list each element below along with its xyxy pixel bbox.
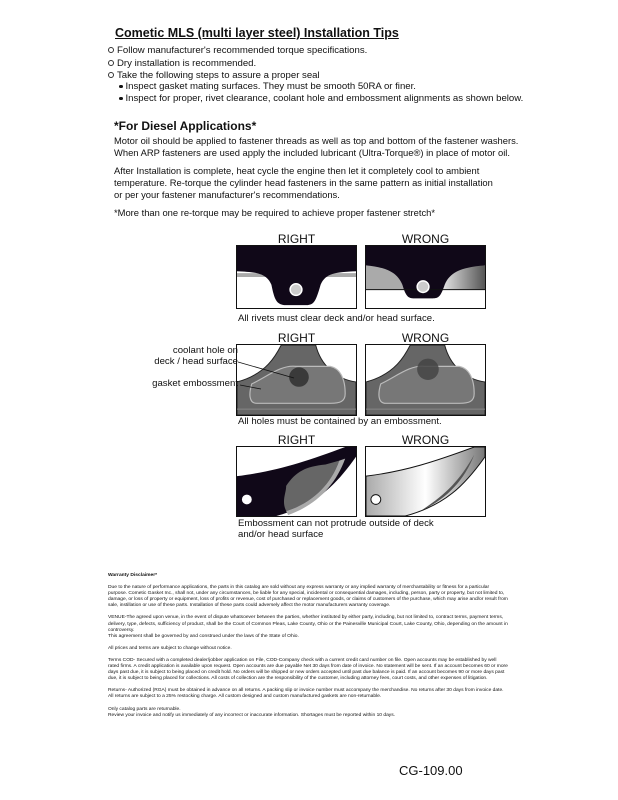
- wrong-label: WRONG: [401, 331, 450, 345]
- warranty-heading: Warranty Disclaimer*: [108, 573, 158, 578]
- tip-item: [108, 70, 320, 81]
- warranty-paragraph: Returns- Authorized (RGA) must be obtained in advance on all returns. A packing slip or invoice number must accompany the merchandise. No returns after 30 days from invoice date. All returns are subject to a 25% restocking charge. All custom designed and custom manufactured gaskets are non-returnable.: [108, 688, 504, 700]
- tip-text: Take the following steps to assure a proper seal: [117, 70, 320, 81]
- diesel-note: *More than one re-torque may be required to achieve proper fastener stretch*: [114, 207, 436, 218]
- catalog-page-code: CG-109.00: [399, 763, 463, 778]
- rivet-right-diagram: [236, 245, 357, 309]
- diesel-paragraph-2: [114, 165, 493, 201]
- rivet-caption: All rivets must clear deck and/or head surface.: [238, 313, 435, 324]
- embossment-caption: [238, 518, 434, 540]
- warranty-paragraph: Only catalog parts are returnable.: [108, 706, 181, 712]
- text-line: When ARP fasteners are used apply the included lubricant (Ultra-Torque®) in place of motor oil.: [114, 147, 510, 158]
- page-title: Cometic MLS (multi layer steel) Installation Tips: [115, 26, 399, 40]
- rivet-wrong-diagram: [365, 245, 486, 309]
- callout-leader-lines: [236, 350, 306, 400]
- subtip-item: [119, 93, 523, 104]
- warranty-paragraph: This agreement shall be governed by and construed under the laws of the State of Ohio.: [108, 633, 299, 639]
- right-label: RIGHT: [277, 433, 316, 447]
- embossment-wrong-diagram: [365, 446, 486, 517]
- hole-caption: All holes must be contained by an embossment.: [238, 416, 442, 427]
- dot-bullet-icon: [119, 85, 123, 89]
- subtip-text: Inspect for proper, rivet clearance, coolant hole and embossment alignments as shown below.: [125, 93, 524, 104]
- circle-bullet-icon: [108, 72, 114, 78]
- dot-bullet-icon: [119, 97, 123, 101]
- text-line: Motor oil should be applied to fastener threads as well as top and bottom of the fastener washers.: [114, 135, 519, 146]
- warranty-paragraph: Terms COD- Secured with a completed dealer/jobber application on File, COD-Company check with a current credit card number on file. Open accounts may be established by well rated firms. A credit application is available upon request. Open accounts are due payable Net 30 days from date of invoice. No statement will be sent. If an account becomes 60 or more days past due, it is subject to being placed on credit hold. No orders will be shipped or new orders accepted until past due balance is paid. If an account becomes 90 or more days past due, it is subject to being placed for collections. All costs of collection are the responsibility of the customer, including attorney fees, court costs, and other expenses of litigation.: [108, 657, 508, 682]
- embossment-right-diagram: [236, 446, 357, 517]
- caption-line: and/or head surface: [238, 529, 324, 540]
- circle-bullet-icon: [108, 60, 114, 66]
- warranty-paragraph: All prices and terms are subject to change without notice.: [108, 645, 232, 651]
- caption-line: Embossment can not protrude outside of deck: [238, 518, 434, 529]
- wrong-label: WRONG: [401, 232, 450, 246]
- coolant-hole-callout: [112, 345, 238, 367]
- tip-text: Follow manufacturer's recommended torque specifications.: [117, 45, 368, 56]
- diesel-paragraph-1: [114, 135, 518, 159]
- callout-line: deck / head surface: [154, 356, 238, 367]
- diesel-heading: *For Diesel Applications*: [114, 119, 257, 133]
- warranty-paragraph: Due to the nature of performance applications, the parts in this catalog are sold without any express warranty or any implied warranty of merchantability or fitness for a particular purpose. Cometic Gasket Inc., shall not, under any circumstances, be liable for any special, incidental or consequential damages, including, person, party or property, but not limited to, damage, or loss of property or equipment, loss of profits or revenue, cost of purchased or replacement goods, or claims of customers of the purchase, which may arise and/or result from sale, instillation or use of these parts. Installation of these parts could adversely affect the motor manufacturers warranty coverage.: [108, 585, 508, 609]
- warranty-paragraph: VENUE-The agreed upon venue, in the event of dispute whatsoever between the parties, whether instituted by either party, including, but not limited to, contract terms, payment terms, delivery, type, defects, sufficiency of product, shall be the Court of Common Pleas, Lake County, Ohio or the Painesville Municipal Court, Lake County, Ohio, depending on the amount in controversy.: [108, 615, 508, 633]
- gasket-embossment-callout: gasket embossment: [152, 378, 238, 389]
- subtip-item: [119, 81, 416, 92]
- text-line: temperature. Re-torque the cylinder head fasteners in the same pattern as initial installation: [114, 177, 493, 188]
- text-line: After Installation is complete, heat cycle the engine then let it completely cool to ambient: [114, 165, 480, 176]
- warranty-paragraph: Review your invoice and notify us immediately of any incorrect or inaccurate information. Shortages must be reported within 10 days.: [108, 712, 396, 718]
- warranty-disclaimer: [108, 573, 508, 725]
- text-line: or per your fastener manufacturer's recommendations.: [114, 189, 340, 200]
- tip-text: Dry installation is recommended.: [117, 58, 257, 69]
- right-label: RIGHT: [277, 232, 316, 246]
- subtip-text: Inspect gasket mating surfaces. They must be smooth 50RA or finer.: [125, 81, 416, 92]
- callout-line: coolant hole on: [172, 345, 238, 356]
- hole-wrong-diagram: [365, 344, 486, 416]
- wrong-label: WRONG: [401, 433, 450, 447]
- circle-bullet-icon: [108, 47, 114, 53]
- tip-item: [108, 58, 256, 69]
- tip-item: [108, 45, 367, 56]
- right-label: RIGHT: [277, 331, 316, 345]
